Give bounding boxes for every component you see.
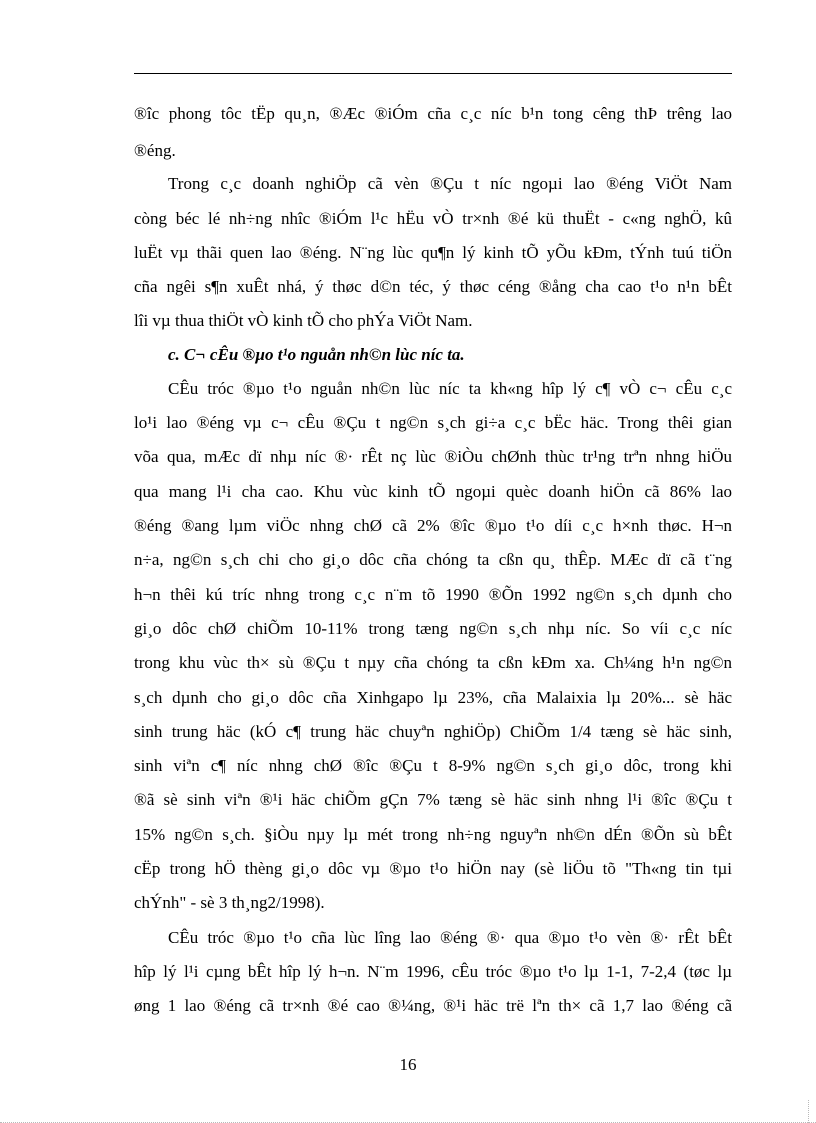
text-line: cËp trong hÖ thèng gi¸o dôc vµ ®µo t¹o hiÖn nay (sè liÖu tõ "Th«ng tin tµi bbox=[134, 859, 732, 878]
text-line: gi¸o dôc chØ chiÕm 10-11% trong tæng ng©n s¸ch nhµ níc. So víi c¸c níc bbox=[134, 619, 732, 638]
page-number: 16 bbox=[399, 1055, 417, 1074]
header-rule bbox=[134, 73, 732, 74]
section-heading: c. C¬ cÊu ®µo t¹o nguån nh©n lùc níc ta. bbox=[168, 345, 465, 364]
text-line: còng béc lé nh÷ng nhîc ®iÓm l¹c hËu vÒ tr×nh ®é kü thuËt - c«ng nghÖ, kû bbox=[134, 209, 732, 228]
text-line: s¸ch dµnh cho gi¸o dôc cña Xinhgapo lµ 23%, cña Malaixia lµ 20%... sè häc bbox=[134, 688, 732, 707]
text-line: n÷a, ng©n s¸ch chi cho gi¸o dôc cña chóng ta cßn qu¸ thÊp. MÆc dï cã t¨ng bbox=[134, 550, 732, 569]
text-line: øng 1 lao ®éng cã tr×nh ®é cao ®¼ng, ®¹i häc trë lªn th× cã 1,7 lao ®éng cã bbox=[134, 996, 732, 1015]
text-line: ®éng. bbox=[134, 141, 176, 160]
text-line: chÝnh" - sè 3 th¸ng2/1998). bbox=[134, 893, 325, 912]
text-line: ®ã sè sinh viªn ®¹i häc chiÕm gÇn 7% tæng sè häc sinh nhng l¹i ®îc ®Çu t bbox=[134, 790, 732, 809]
text-line: hîp lý l¹i cµng bÊt hîp lý h¬n. N¨m 1996, cÊu tróc ®µo t¹o lµ 1-1, 7-2,4 (tøc lµ bbox=[134, 962, 732, 981]
text-line: luËt vµ thãi quen lao ®éng. N¨ng lùc qu¶n lý kinh tÕ yÕu kÐm, tÝnh tuú tiÖn bbox=[134, 243, 732, 262]
text-line: CÊu tróc ®µo t¹o nguån nh©n lùc níc ta kh«ng hîp lý c¶ vÒ c¬ cÊu c¸c bbox=[168, 379, 732, 398]
text-line: qua mang l¹i cha cao. Khu vùc kinh tÕ ngoµi quèc doanh hiÖn cã 86% lao bbox=[134, 482, 732, 501]
text-line: ®îc phong tôc tËp qu¸n, ®Æc ®iÓm cña c¸c níc b¹n tong cêng thÞ trêng lao bbox=[134, 104, 732, 123]
text-line: trong khu vùc th× sù ®Çu t nµy cña chóng ta cßn kÐm xa. Ch¼ng h¹n ng©n bbox=[134, 653, 732, 672]
text-line: h¬n thêi kú tríc nhng trong c¸c n¨m tõ 1990 ®Õn 1992 ng©n s¸ch dµnh cho bbox=[134, 585, 732, 604]
text-line: sinh viªn c¶ níc nhng chØ ®îc ®Çu t 8-9% ng©n s¸ch gi¸o dôc, trong khi bbox=[134, 756, 732, 775]
text-line: Trong c¸c doanh nghiÖp cã vèn ®Çu t níc ngoµi lao ®éng ViÖt Nam bbox=[168, 174, 732, 193]
text-line: lo¹i lao ®éng vµ c¬ cÊu ®Çu t ng©n s¸ch gi÷a c¸c bËc häc. Trong thêi gian bbox=[134, 413, 732, 432]
text-line: 15% ng©n s¸ch. §iÒu nµy lµ mét trong nh÷ng nguyªn nh©n dÉn ®Õn sù bÊt bbox=[134, 825, 732, 844]
text-line: CÊu tróc ®µo t¹o cña lùc lîng lao ®éng ®· qua ®µo t¹o vèn ®· rÊt bÊt bbox=[168, 928, 732, 947]
text-line: sinh trung häc (kÓ c¶ trung häc chuyªn nghiÖp) ChiÕm 1/4 tæng sè häc sinh, bbox=[134, 722, 732, 741]
page-border-right bbox=[808, 1100, 809, 1123]
text-line: lîi vµ thua thiÖt vÒ kinh tÕ cho phÝa ViÖt Nam. bbox=[134, 311, 473, 330]
text-line: cña ngêi s¶n xuÊt nhá, ý thøc d©n téc, ý thøc céng ®ång cha cao t¹o n¹n bÊt bbox=[134, 277, 732, 296]
text-line: ®éng ®ang lµm viÖc nhng chØ cã 2% ®îc ®µo t¹o díi c¸c h×nh thøc. H¬n bbox=[134, 516, 732, 535]
text-line: võa qua, mÆc dï nhµ níc ®· rÊt nç lùc ®iÒu chØnh thùc tr¹ng trªn nhng hiÖu bbox=[134, 447, 732, 466]
